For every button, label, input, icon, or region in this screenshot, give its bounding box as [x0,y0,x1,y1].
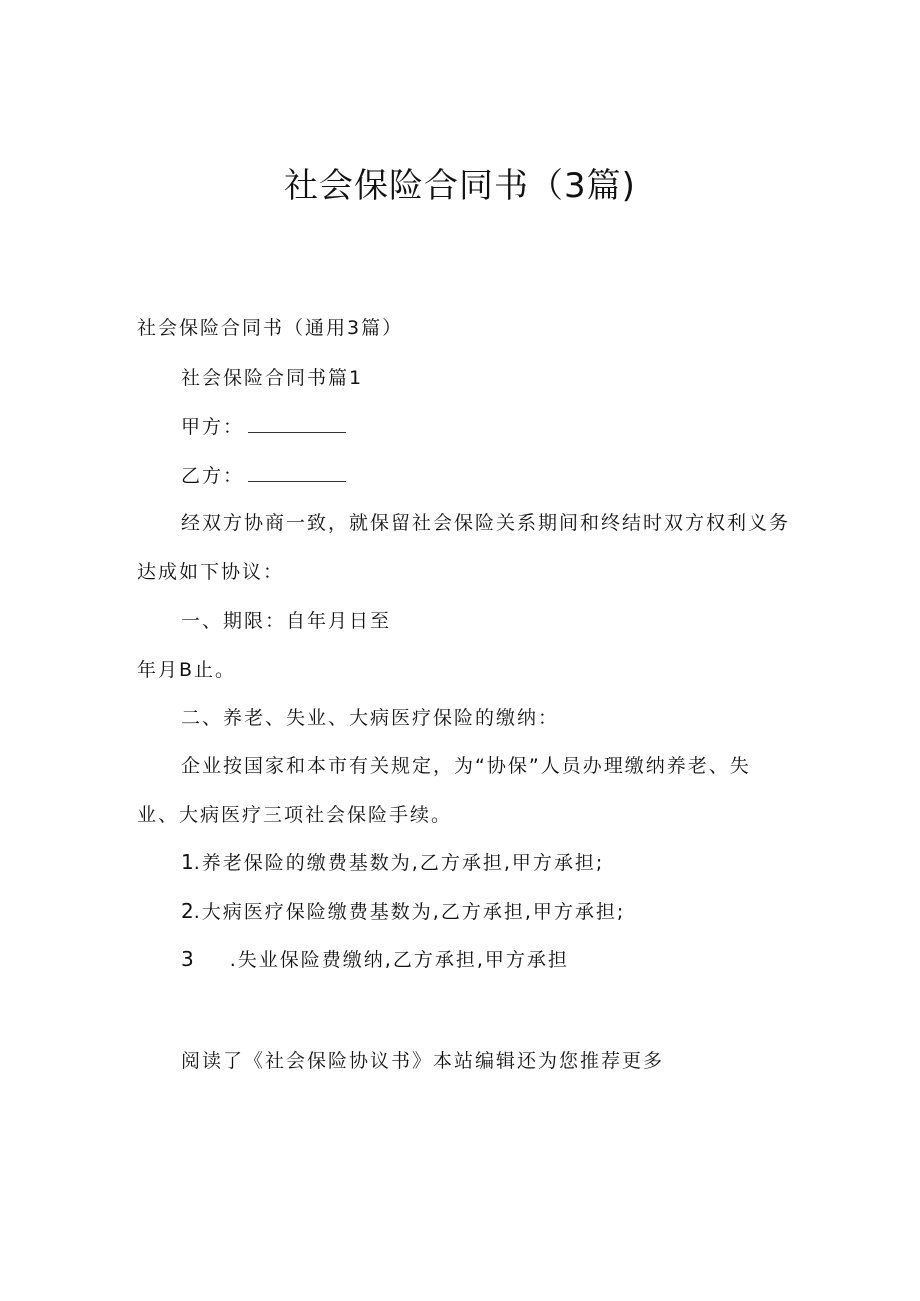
intro-line-2: 达成如下协议： [137,561,285,583]
party-a-row [181,412,346,439]
item2-body-line-1: 企业按国家和本市有关规定，为“协保”人员办理缴纳养老、失 [181,755,751,777]
list-item [181,945,569,972]
document-title: 社会保险合同书（3篇) [284,166,636,206]
party-a-blank [248,431,346,433]
party-b-row [181,461,346,488]
term-line-2: 年月B止。 [137,659,237,681]
list-item-text: .养老保险的缴费基数为,乙方承担,甲方承担; [193,852,605,874]
list-item-number: 1 [181,850,194,874]
list-item-text: .失业保险费缴纳,乙方承担,甲方承担 [229,949,569,971]
document-subtitle: 社会保险合同书（通用3篇） [137,317,404,339]
party-a-label: 甲方： [181,416,245,438]
list-item-number: 2 [181,899,194,923]
party-b-label: 乙方： [181,465,245,487]
list-item [181,848,604,875]
list-item [181,897,625,924]
intro-line-1: 经双方协商一致，就保留社会保险关系期间和终结时双方权利义务 [181,512,791,534]
term-line-1: 一、期限：自年月日至 [181,610,392,632]
footer-recommendation: 阅读了《社会保险协议书》本站编辑还为您推荐更多 [181,1050,665,1072]
item2-body-line-2: 业、大病医疗三项社会保险手续。 [137,804,453,826]
section-heading: 社会保险合同书篇1 [181,367,364,389]
party-b-blank [248,480,346,482]
item2-heading: 二、养老、失业、大病医疗保险的缴纳： [181,707,560,729]
list-item-text: .大病医疗保险缴费基数为,乙方承担,甲方承担; [193,901,626,923]
list-item-number: 3 [181,947,194,971]
